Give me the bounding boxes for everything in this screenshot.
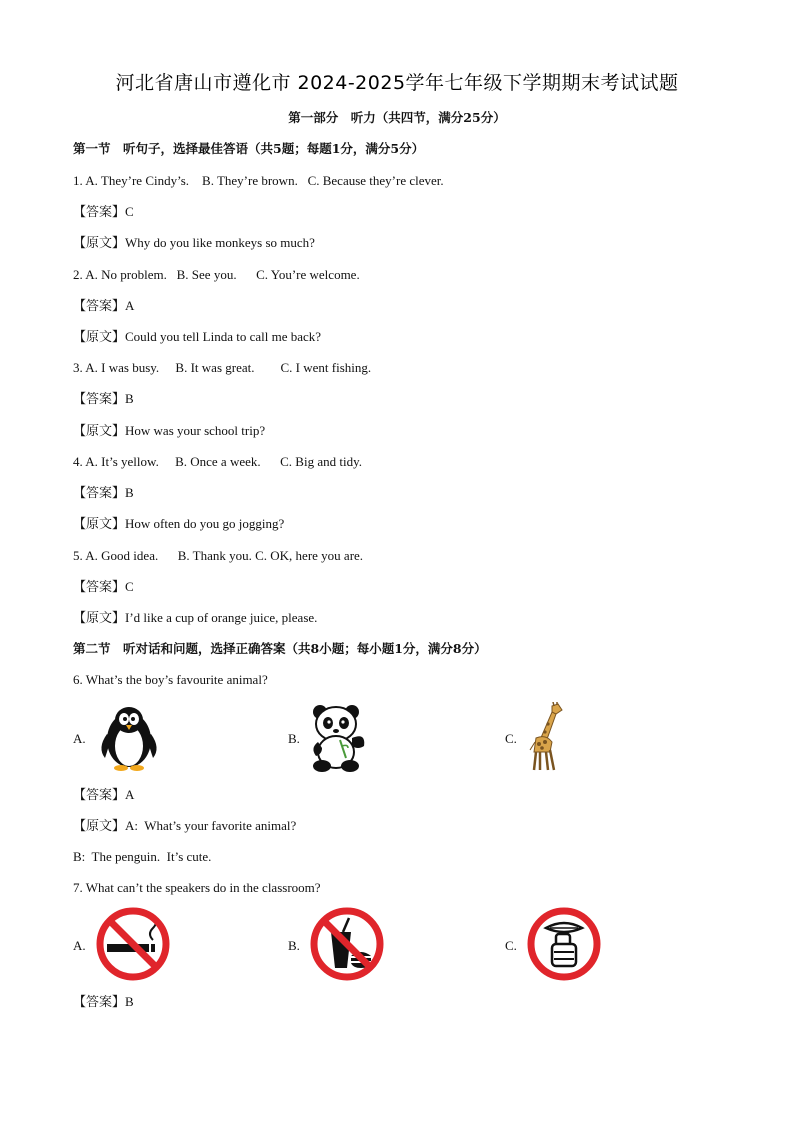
- answer-tag: 【答案】: [73, 995, 126, 1010]
- q6-transcript: [73, 818, 296, 835]
- q2-transcript: [73, 329, 321, 346]
- answer-value: C: [125, 579, 134, 594]
- answer-tag: 【答案】: [73, 392, 126, 407]
- q4-answer: [73, 485, 134, 502]
- q3-transcript: [73, 423, 265, 440]
- transcript-tag: 【原文】: [73, 517, 126, 532]
- q4-options: 4. A. It’s yellow. B. Once a week. C. Big and tidy.: [73, 454, 362, 469]
- q6-question: 6. What’s the boy’s favourite animal?: [73, 672, 268, 687]
- page-title: 河北省唐山市遵化市 2024-2025学年七年级下学期期末考试试题: [115, 72, 679, 94]
- answer-tag: 【答案】: [73, 788, 126, 803]
- transcript-text: How often do you go jogging?: [125, 516, 285, 531]
- q3-options: 3. A. I was busy. B. It was great. C. I went fishing.: [73, 360, 372, 375]
- q2-options: 2. A. No problem. B. See you. C. You’re welcome.: [73, 267, 360, 282]
- no-food-drink-icon: [309, 906, 385, 982]
- q5-options: 5. A. Good idea. B. Thank you. C. OK, here you are.: [73, 548, 364, 563]
- panda-icon: [306, 702, 370, 772]
- penguin-icon: [93, 700, 165, 772]
- q5-answer: [73, 579, 134, 596]
- answer-tag: 【答案】: [73, 299, 126, 314]
- transcript-tag: 【原文】: [73, 819, 126, 834]
- q4-transcript: [73, 516, 284, 533]
- q7-question: 7. What can’t the speakers do in the classroom?: [73, 880, 321, 895]
- transcript-tag: 【原文】: [73, 330, 126, 345]
- part-heading: 第一部分 听力（共四节，满分25分）: [288, 110, 506, 125]
- q7-option-b-label: B.: [288, 938, 300, 953]
- answer-tag: 【答案】: [73, 486, 126, 501]
- transcript-text: Could you tell Linda to call me back?: [125, 329, 322, 344]
- transcript-text: Why do you like monkeys so much?: [125, 235, 315, 250]
- answer-value: A: [125, 298, 135, 313]
- q1-options: 1. A. They’re Cindy’s. B. They’re brown. C. Because they’re clever.: [73, 173, 444, 188]
- section2-heading: 第二节 听对话和问题，选择正确答案（共8小题；每小题1分，满分8分）: [73, 641, 487, 656]
- transcript-tag: 【原文】: [73, 236, 126, 251]
- q7-option-a-label: A.: [73, 938, 86, 953]
- answer-value: B: [125, 994, 134, 1009]
- q6-transcript-line2: B: The penguin. It’s cute.: [73, 849, 212, 864]
- no-talking-icon: [526, 906, 602, 982]
- transcript-text: How was your school trip?: [125, 423, 266, 438]
- answer-value: B: [125, 391, 134, 406]
- q1-transcript: [73, 235, 315, 252]
- q5-transcript: [73, 610, 317, 627]
- answer-value: B: [125, 485, 134, 500]
- transcript-tag: 【原文】: [73, 424, 126, 439]
- q7-option-c-label: C.: [505, 938, 517, 953]
- q6-option-b-label: B.: [288, 731, 300, 746]
- section1-heading: 第一节 听句子，选择最佳答语（共5题；每题1分，满分5分）: [73, 141, 425, 156]
- transcript-tag: 【原文】: [73, 611, 126, 626]
- transcript-text: I’d like a cup of orange juice, please.: [125, 610, 318, 625]
- q6-answer: [73, 787, 134, 804]
- q2-answer: [73, 298, 134, 315]
- answer-tag: 【答案】: [73, 580, 126, 595]
- giraffe-icon: [522, 702, 568, 772]
- q6-option-a-label: A.: [73, 731, 86, 746]
- answer-value: A: [125, 787, 135, 802]
- q1-answer: [73, 204, 134, 221]
- no-smoking-icon: [95, 906, 171, 982]
- q3-answer: [73, 391, 134, 408]
- q6-option-c-label: C.: [505, 731, 517, 746]
- q7-answer: [73, 994, 134, 1011]
- answer-value: C: [125, 204, 134, 219]
- answer-tag: 【答案】: [73, 205, 126, 220]
- transcript-text: A: What’s your favorite animal?: [125, 818, 297, 833]
